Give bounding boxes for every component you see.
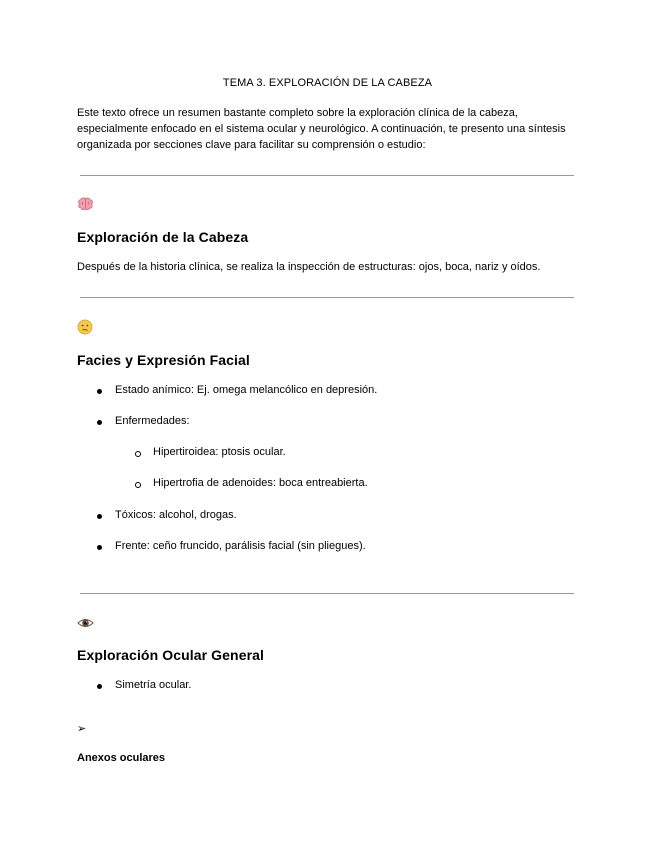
- divider: [80, 175, 574, 176]
- brain-icon: [77, 197, 95, 213]
- list-item: Tóxicos: alcohol, drogas.: [115, 509, 237, 521]
- section-heading: Facies y Expresión Facial: [77, 352, 250, 368]
- bullet-icon: [97, 420, 102, 425]
- intro-paragraph: Este texto ofrece un resumen bastante completo sobre la exploración clínica de la cabeza, especialmente enfocado en el sistema ocular y neurológico. A continuación, te presento una síntesis organizada por secciones clave para facilitar su comprensión o estudio:: [77, 107, 566, 151]
- bullet-icon: [97, 684, 102, 689]
- section-heading: Exploración de la Cabeza: [77, 229, 249, 245]
- divider: [80, 593, 574, 594]
- bullet-icon: [97, 514, 102, 519]
- section-heading: Exploración Ocular General: [77, 647, 264, 663]
- sub-bullet-icon: [135, 482, 141, 488]
- sub-list-item: Hipertiroidea: ptosis ocular.: [153, 446, 286, 458]
- list-item: Enfermedades:: [115, 415, 190, 427]
- confused-face-icon: [77, 319, 95, 335]
- document-title: TEMA 3. EXPLORACIÓN DE LA CABEZA: [222, 77, 433, 89]
- bullet-icon: [97, 545, 102, 550]
- sub-list-item: Hipertrofia de adenoides: boca entreabierta.: [153, 477, 368, 489]
- bullet-icon: [97, 389, 102, 394]
- list-item: Simetría ocular.: [115, 679, 192, 691]
- section-paragraph: Después de la historia clínica, se realiza la inspección de estructuras: ojos, boca, nariz y oídos.: [77, 261, 541, 273]
- sub-bullet-icon: [135, 451, 141, 457]
- list-item: Frente: ceño fruncido, parálisis facial (sin pliegues).: [115, 540, 366, 552]
- divider: [80, 297, 574, 298]
- arrow-icon: ➢: [77, 723, 87, 735]
- eye-icon: [77, 616, 95, 632]
- list-item: Estado anímico: Ej. omega melancólico en depresión.: [115, 384, 378, 396]
- subheading: Anexos oculares: [77, 752, 166, 764]
